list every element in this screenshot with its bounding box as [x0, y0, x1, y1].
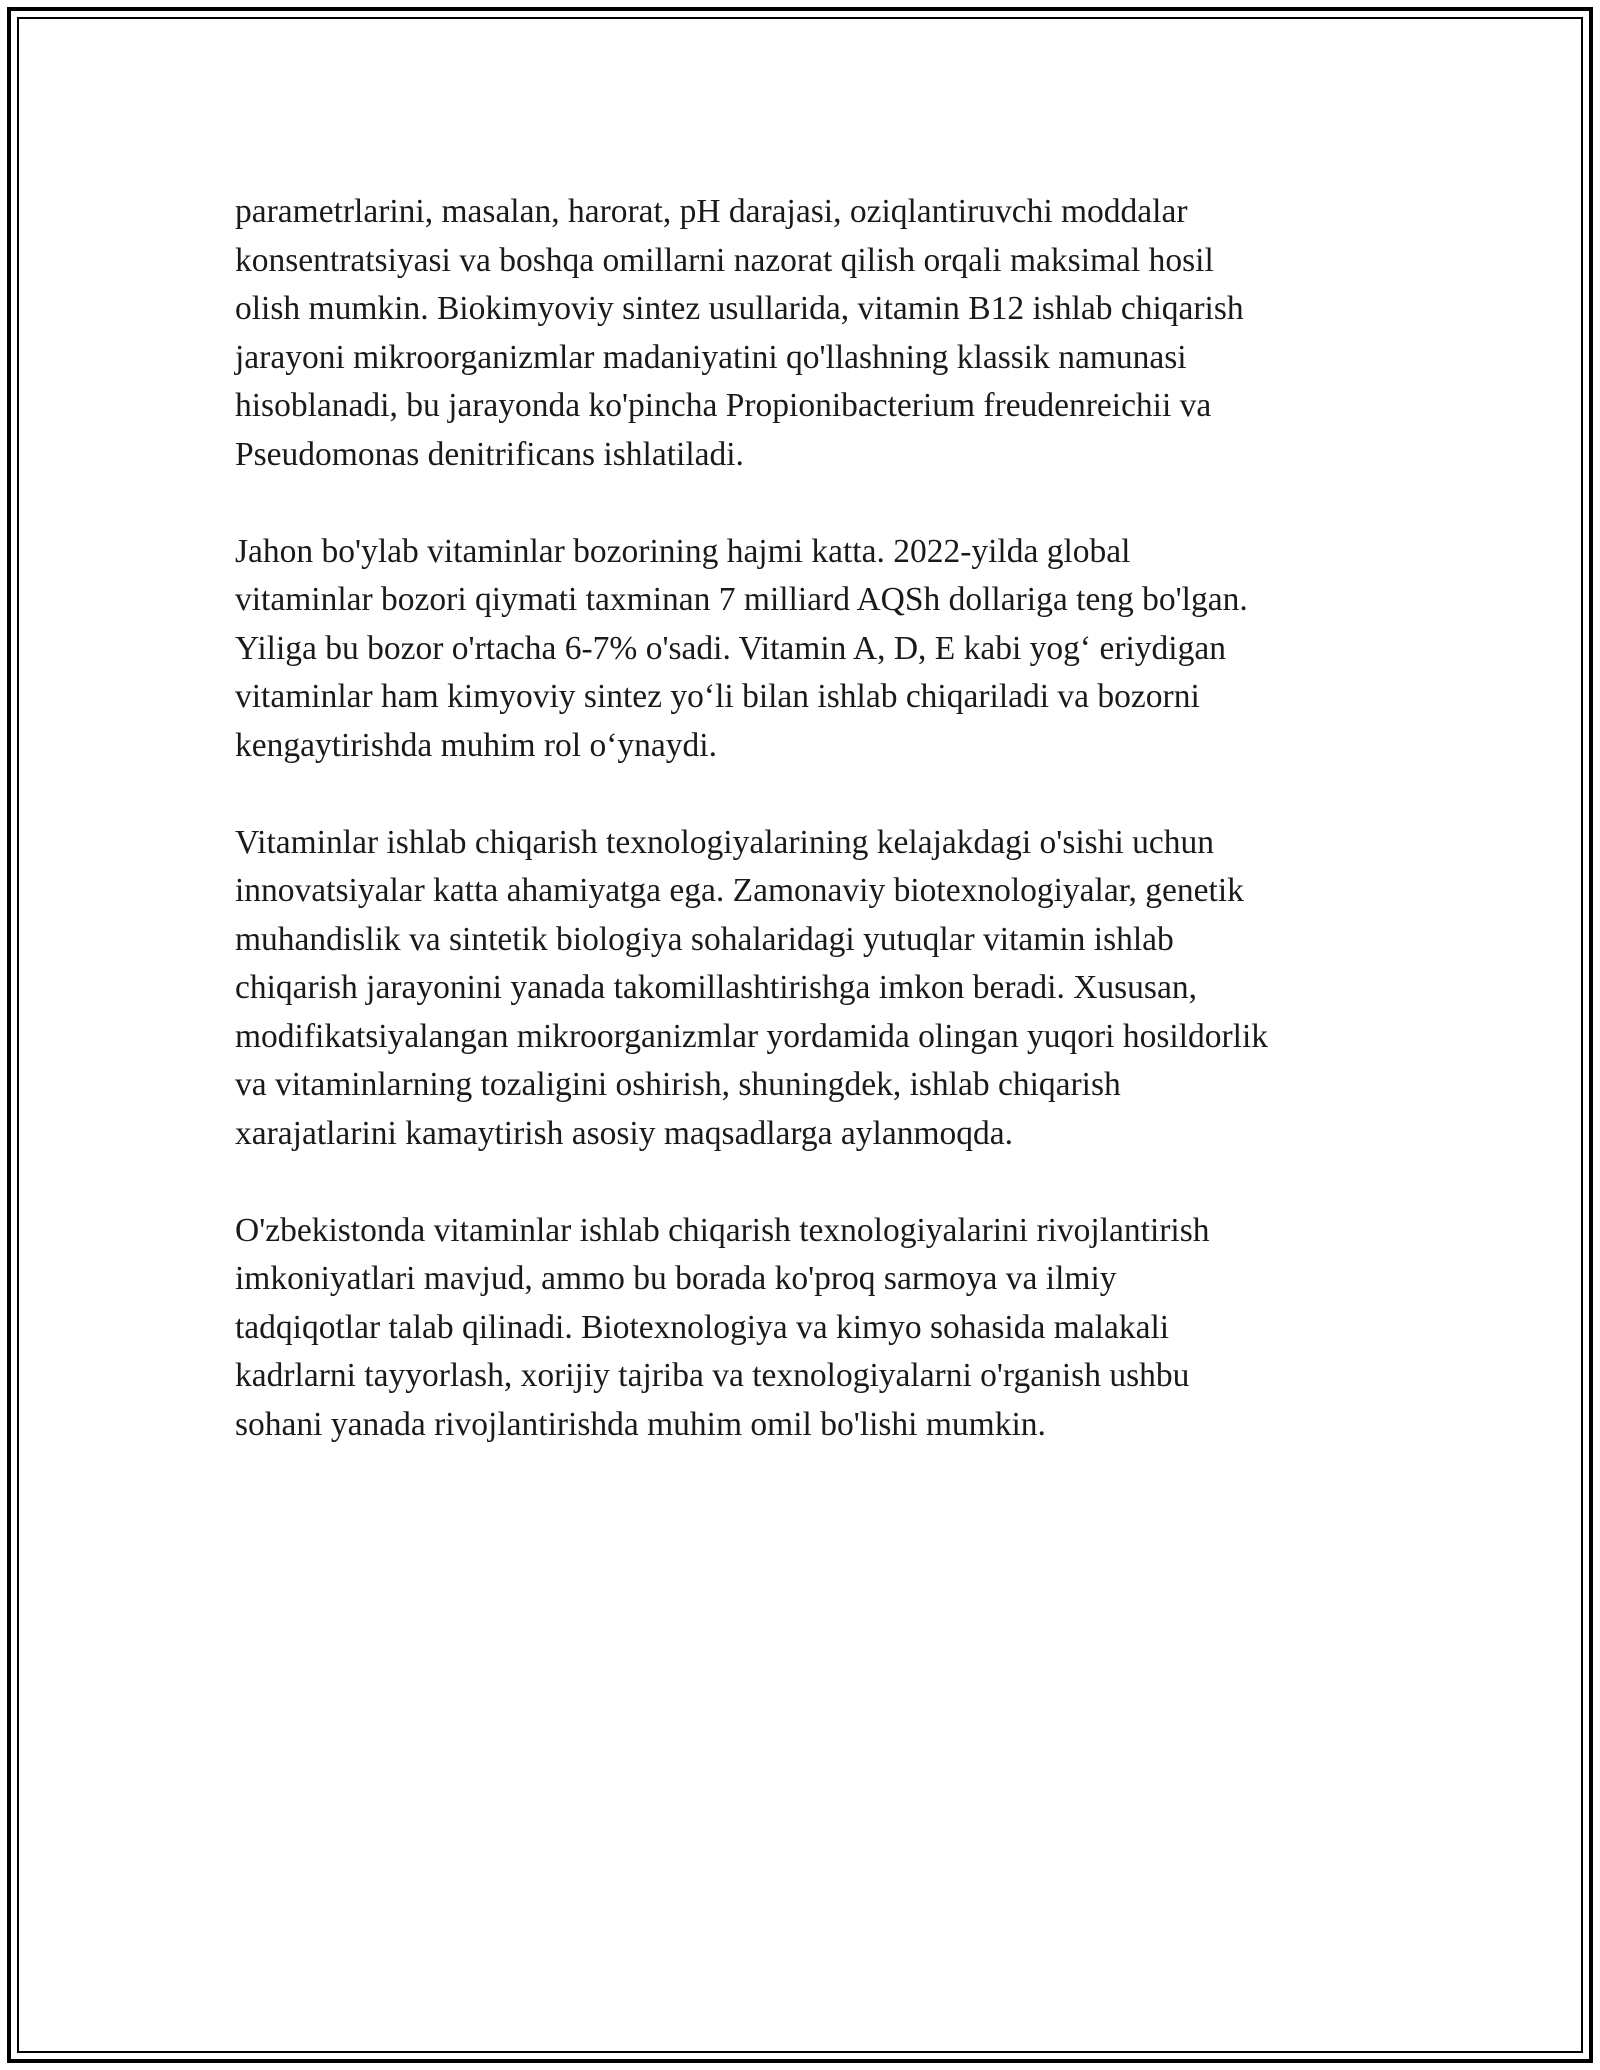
document-body	[235, 188, 1395, 1498]
paragraph-3: Vitaminlar ishlab chiqarish texnologiyalarining kelajakdagi o'sishi uchun innovatsiyalar katta ahamiyatga ega. Zamonaviy biotexnologiyalar, genetik muhandislik va sintetik biologiya sohalaridagi yutuqlar vitamin ishlab chiqarish jarayonini yanada takomillashtirishga imkon beradi. Xususan, modifikatsiyalangan mikroorganizmlar yordamida olingan yuqori hosildorlik va vitaminlarning tozaligini oshirish, shuningdek, ishlab chiqarish xarajatlarini kamaytirish asosiy maqsadlarga aylanmoqda.	[235, 823, 1269, 1152]
paragraph-1: parametrlarini, masalan, harorat, pH darajasi, oziqlantiruvchi moddalar konsentratsiyasi va boshqa omillarni nazorat qilish orqali maksimal hosil olish mumkin. Biokimyoviy sintez usullarida, vitamin B12 ishlab chiqarish jarayoni mikroorganizmlar madaniyatini qo'llashning klassik namunasi hisoblanadi, bu jarayonda ko'pincha Propionibacterium freudenreichii va Pseudomonas denitrificans ishlatiladi.	[235, 193, 1244, 473]
paragraph-2: Jahon bo'ylab vitaminlar bozorining hajmi katta. 2022-yilda global vitaminlar bozori qiymati taxminan 7 milliard AQSh dollariga teng bo'lgan. Yiliga bu bozor o'rtacha 6-7% o'sadi. Vitamin A, D, E kabi yog‘ eriydigan vitaminlar ham kimyoviy sintez yo‘li bilan ishlab chiqariladi va bozorni kengaytirishda muhim rol o‘ynaydi.	[235, 532, 1248, 764]
paragraph-4: O'zbekistonda vitaminlar ishlab chiqarish texnologiyalarini rivojlantirish imkoniyatlari mavjud, ammo bu borada ko'proq sarmoya va ilmiy tadqiqotlar talab qilinadi. Biotexnologiya va kimyo sohasida malakali kadrlarni tayyorlash, xorijiy tajriba va texnologiyalarni o'rganish ushbu sohani yanada rivojlantirishda muhim omil bo'lishi mumkin.	[235, 1211, 1210, 1443]
